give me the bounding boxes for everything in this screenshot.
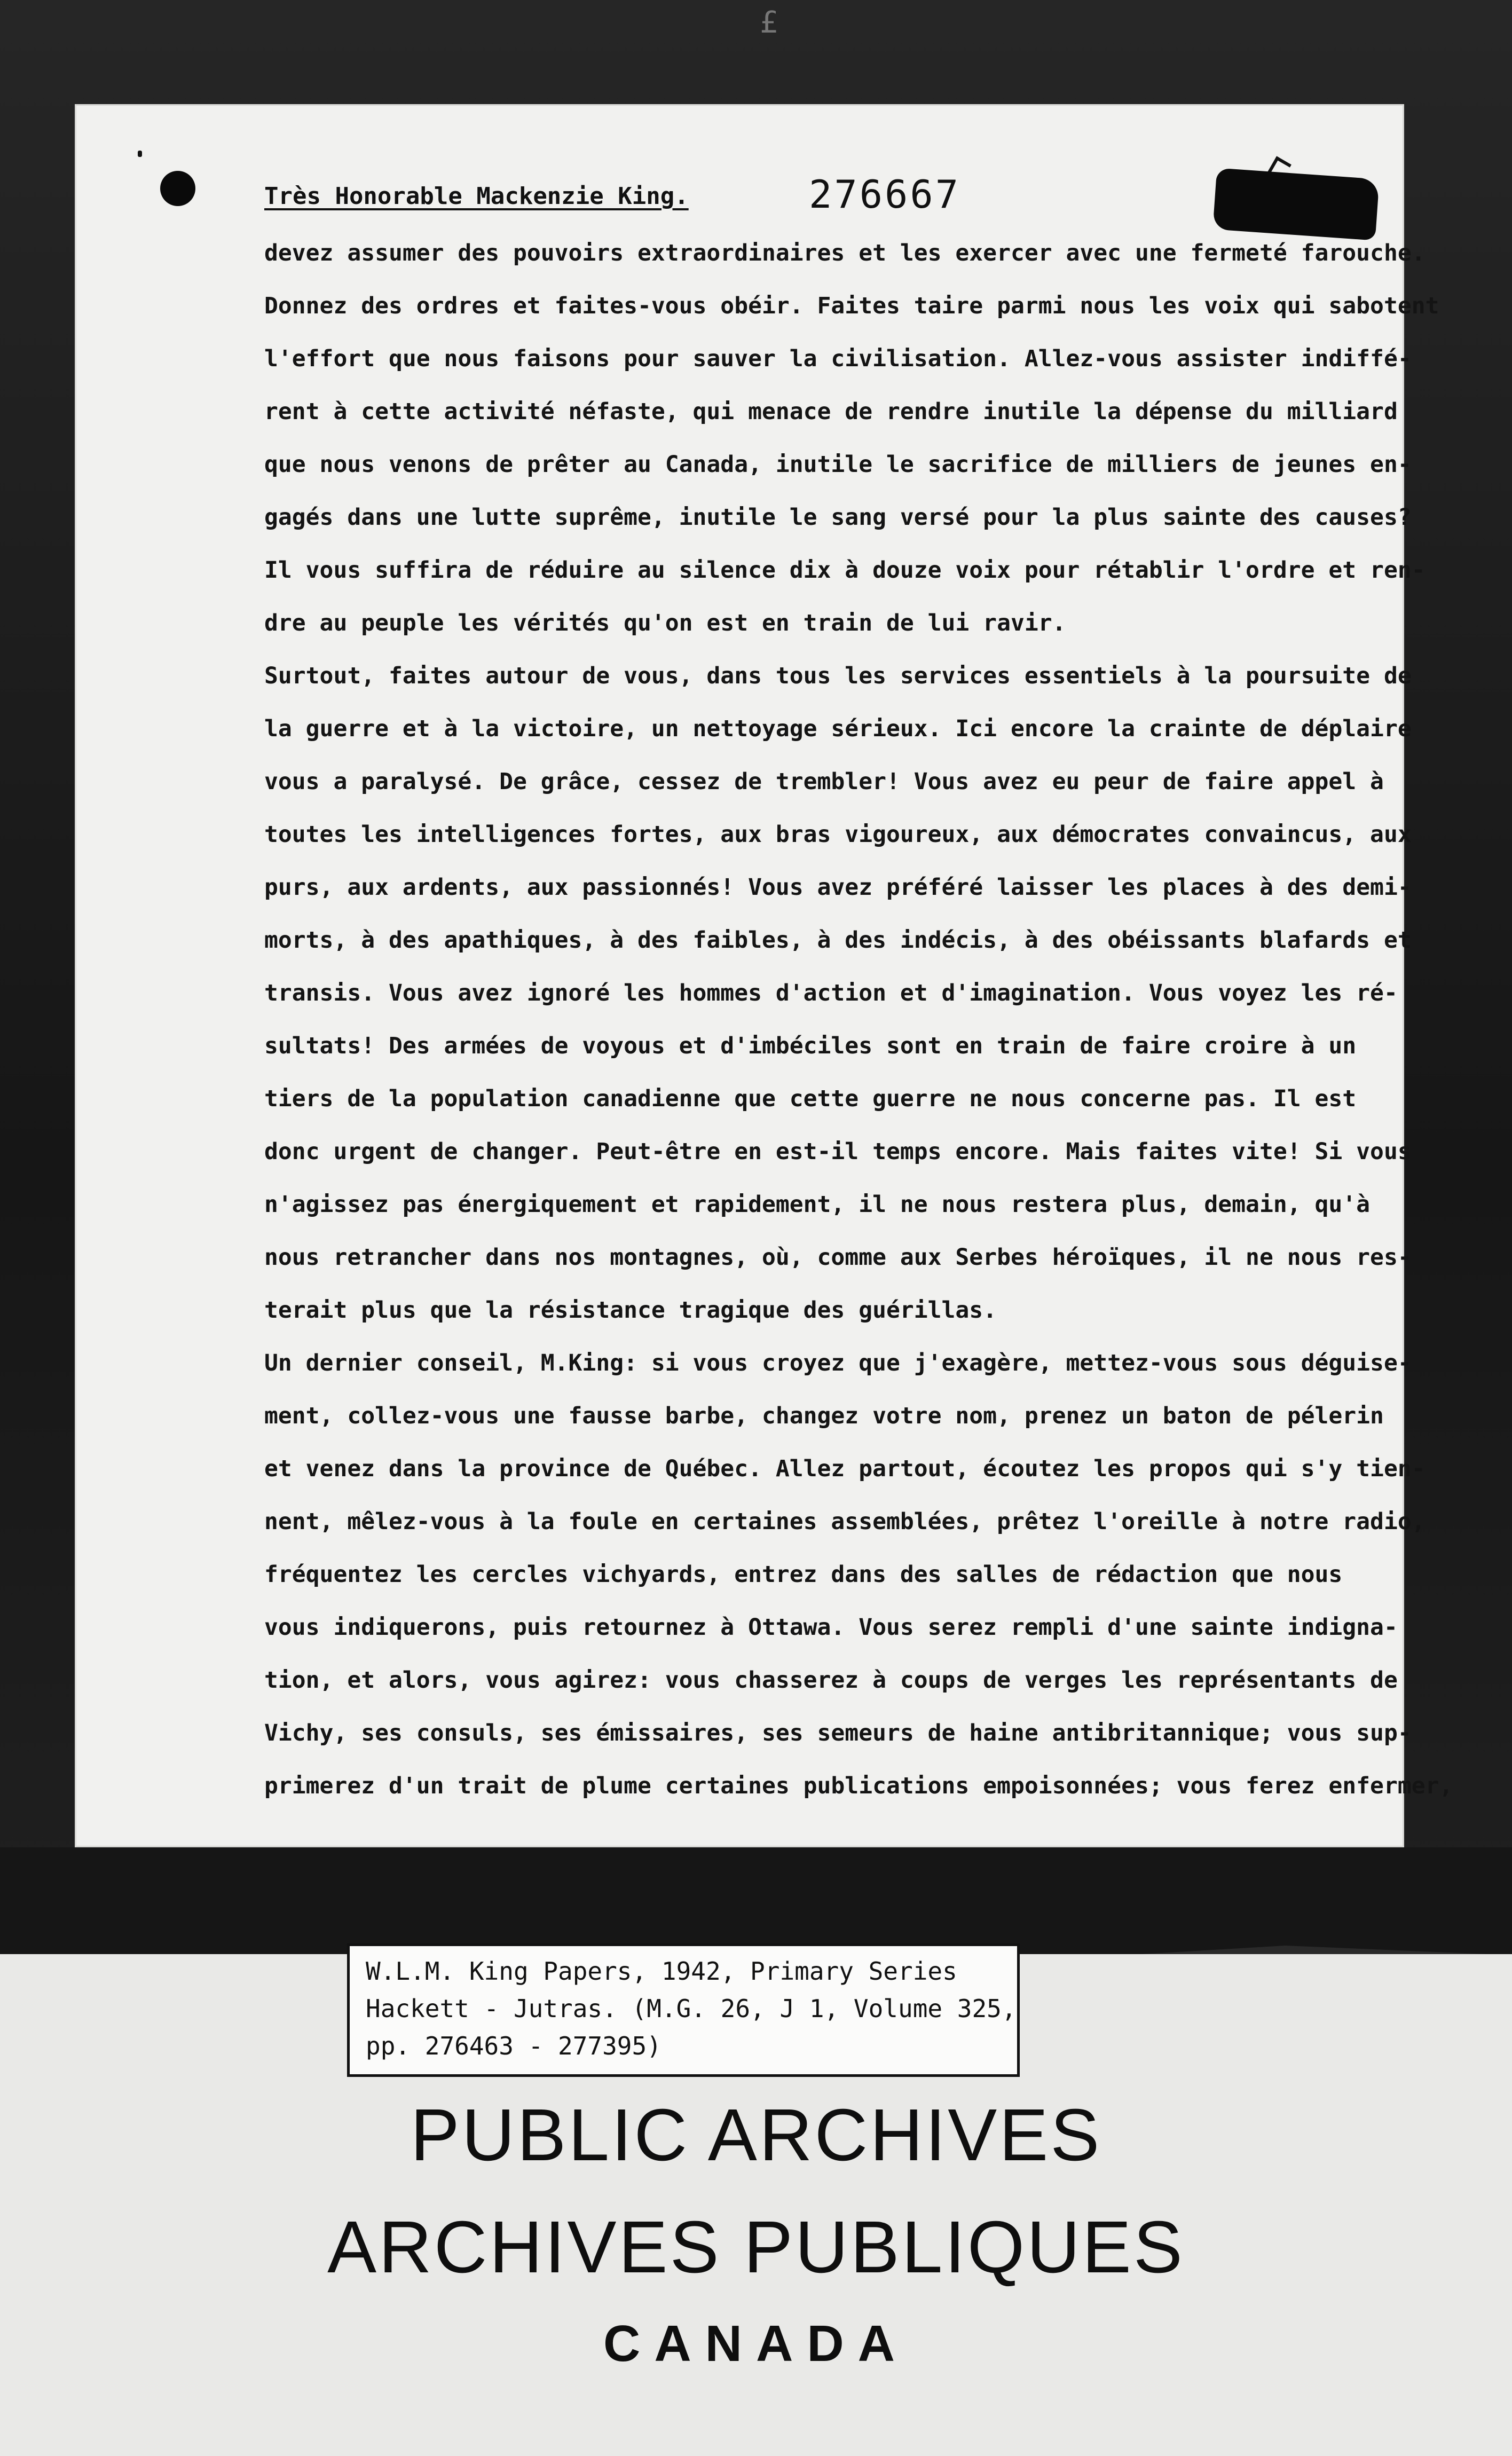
letter-line: primerez d'un trait de plume certaines publications empoisonnées; vous ferez enfermer, — [264, 1773, 1453, 1799]
letter-line: ment, collez-vous une fausse barbe, changez votre nom, prenez un baton de pélerin — [264, 1403, 1384, 1429]
letter-line: n'agissez pas énergiquement et rapidement, il ne nous restera plus, demain, qu'à — [264, 1191, 1371, 1218]
letter-line: Vichy, ses consuls, ses émissaires, ses semeurs de haine antibritannique; vous sup- — [264, 1720, 1412, 1746]
document-page-number: 276667 — [809, 172, 961, 217]
letter-line: donc urgent de changer. Peut-être en est-il temps encore. Mais faites vite! Si vous — [264, 1138, 1412, 1165]
letter-line: toutes les intelligences fortes, aux bras vigoureux, aux démocrates convaincus, aux — [264, 821, 1412, 848]
letter-body — [264, 227, 1453, 1813]
letter-line: sultats! Des armées de voyous et d'imbéciles sont en train de faire croire à un — [264, 1033, 1357, 1059]
letter-line: devez assumer des pouvoirs extraordinaires et les exercer avec une fermeté farouche. — [264, 240, 1426, 266]
salutation: Très Honorable Mackenzie King. — [264, 183, 689, 210]
letter-header — [264, 172, 1279, 218]
top-margin-mark: £ — [760, 5, 778, 40]
archive-label-line: W.L.M. King Papers, 1942, Primary Series — [366, 1957, 957, 1986]
archive-label-line: Hackett - Jutras. (M.G. 26, J 1, Volume 325, — [366, 1994, 1017, 2023]
letter-line: rent à cette activité néfaste, qui menace de rendre inutile la dépense du milliard — [264, 398, 1398, 425]
letter-line: gagés dans une lutte suprême, inutile le sang versé pour la plus sainte des causes? — [264, 504, 1412, 531]
letter-line: fréquentez les cercles vichyards, entrez dans des salles de rédaction que nous — [264, 1561, 1343, 1588]
letter-line: nent, mêlez-vous à la foule en certaines assemblées, prêtez l'oreille à notre radio, — [264, 1508, 1426, 1535]
letter-line: que nous venons de prêter au Canada, inutile le sacrifice de milliers de jeunes en- — [264, 451, 1412, 478]
letter-line: Donnez des ordres et faites-vous obéir. Faites taire parmi nous les voix qui sabotent — [264, 293, 1439, 319]
letter-line: transis. Vous avez ignoré les hommes d'action et d'imagination. Vous voyez les ré- — [264, 980, 1398, 1006]
letter-line: dre au peuple les vérités qu'on est en train de lui ravir. — [264, 610, 1066, 636]
letter-line: la guerre et à la victoire, un nettoyage sérieux. Ici encore la crainte de déplaire — [264, 715, 1412, 742]
archive-label — [347, 1943, 1020, 2077]
letter-line: nous retrancher dans nos montagnes, où, comme aux Serbes héroïques, il ne nous res- — [264, 1244, 1412, 1271]
archives-title-french: ARCHIVES PUBLIQUES — [327, 2206, 1185, 2288]
letter-line: vous indiquerons, puis retournez à Ottawa. Vous serez rempli d'une sainte indigna- — [264, 1614, 1398, 1641]
letter-line: vous a paralysé. De grâce, cessez de trembler! Vous avez eu peur de faire appel à — [264, 768, 1384, 795]
margin-speck — [138, 151, 142, 157]
film-gap — [0, 1847, 1512, 1954]
letter-line: Surtout, faites autour de vous, dans tous les services essentiels à la poursuite de — [264, 663, 1412, 689]
archives-title-english: PUBLIC ARCHIVES — [410, 2094, 1102, 2176]
letter-line: Il vous suffira de réduire au silence dix à douze voix pour rétablir l'ordre et ren- — [264, 557, 1426, 584]
archive-label-line: pp. 276463 - 277395) — [366, 2032, 662, 2060]
letter-line: et venez dans la province de Québec. Allez partout, écoutez les propos qui s'y tien- — [264, 1455, 1426, 1482]
letter-line: tiers de la population canadienne que cette guerre ne nous concerne pas. Il est — [264, 1085, 1357, 1112]
punch-hole — [160, 171, 195, 206]
letter-line: morts, à des apathiques, à des faibles, à des indécis, à des obéissants blafards et — [264, 927, 1412, 954]
letter-line: terait plus que la résistance tragique des guérillas. — [264, 1297, 997, 1324]
letter-line: l'effort que nous faisons pour sauver la civilisation. Allez-vous assister indiffé- — [264, 345, 1412, 372]
letter-line: Un dernier conseil, M.King: si vous croyez que j'exagère, mettez-vous sous déguise- — [264, 1350, 1412, 1376]
archives-title-country: CANADA — [603, 2315, 909, 2372]
letter-line: tion, et alors, vous agirez: vous chasserez à coups de verges les représentants de — [264, 1667, 1398, 1694]
letter-line: purs, aux ardents, aux passionnés! Vous avez préféré laisser les places à des demi- — [264, 874, 1412, 901]
